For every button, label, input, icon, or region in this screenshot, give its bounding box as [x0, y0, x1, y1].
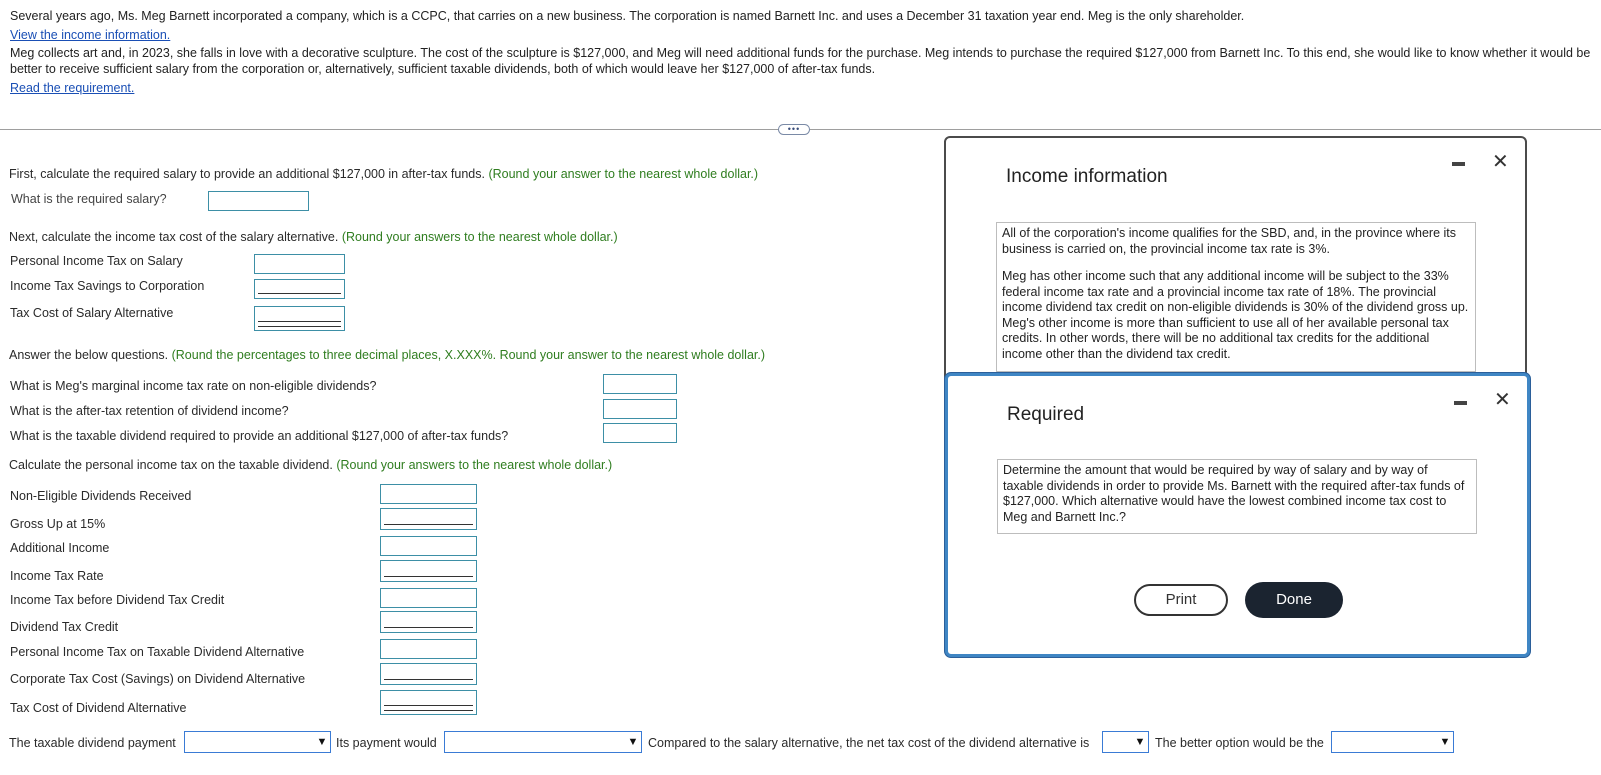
- required-dialog: [945, 373, 1530, 657]
- net-tax-cost-comparison-select[interactable]: [1102, 731, 1149, 753]
- personal-tax-dividend-alt-label: Personal Income Tax on Taxable Dividend Alternative: [10, 645, 305, 659]
- conclusion-text-4: The better option would be the: [1155, 736, 1324, 750]
- income-information-text: [996, 222, 1476, 372]
- tax-cost-salary-alternative-label: Tax Cost of Salary Alternative: [10, 306, 174, 320]
- intro-paragraph-2: Meg collects art and, in 2023, she falls in love with a decorative sculpture. The cost of the sculpture is $127,000, and Meg will need additional funds for the purchase. Meg intends to purchase the required $127,000 from Barnett Inc. To this end, she would like to know whether it would be better to receive sufficient salary from the corporation or, alternatively, sufficient taxable dividends, both of which would leave her $127,000 of after-tax funds.: [10, 46, 1591, 76]
- taxable-dividend-required-input[interactable]: [603, 423, 677, 443]
- income-tax-savings-corporation-input[interactable]: [254, 279, 345, 299]
- dividend-tax-credit-input[interactable]: [380, 611, 477, 633]
- conclusion-text-2: Its payment would: [336, 736, 437, 750]
- dropdown-arrow-icon: ▼: [316, 736, 328, 748]
- income-info-paragraph-1: All of the corporation's income qualifies for the SBD, and, in the province where its business is carried on, the provincial income tax rate is 3%.: [1002, 226, 1457, 256]
- print-button[interactable]: Print: [1134, 584, 1228, 616]
- minimize-icon[interactable]: [1452, 162, 1465, 166]
- intro-paragraph-1: Several years ago, Ms. Meg Barnett incorporated a company, which is a CCPC, that carries on a new business. The corporation is named Barnett Inc. and uses a December 31 taxation year end. Meg is the only shareholder.: [10, 9, 1245, 23]
- additional-income-input[interactable]: [380, 536, 477, 556]
- income-information-title: Income information: [1006, 166, 1168, 187]
- gross-up-label: Gross Up at 15%: [10, 517, 106, 531]
- gross-up-input[interactable]: [380, 508, 477, 530]
- tax-cost-dividend-alt-input[interactable]: [380, 690, 477, 715]
- personal-income-tax-on-salary-label: Personal Income Tax on Salary: [10, 254, 183, 268]
- conclusion-text-1: The taxable dividend payment: [9, 736, 176, 750]
- personal-tax-dividend-alt-input[interactable]: [380, 639, 477, 659]
- dropdown-arrow-icon: ▼: [1134, 736, 1146, 748]
- required-text: Determine the amount that would be required by way of salary and by way of taxable dividends in order to provide Ms. Barnett with the required after-tax funds of $127,000. Which alternative would have the lowest combined income tax cost to Meg and Barnett Inc.?: [997, 459, 1477, 534]
- done-button[interactable]: Done: [1245, 582, 1343, 618]
- required-salary-input[interactable]: [208, 191, 309, 211]
- view-income-information-link[interactable]: View the income information.: [10, 28, 171, 42]
- non-eligible-dividends-label: Non-Eligible Dividends Received: [10, 489, 192, 503]
- income-information-dialog: [944, 136, 1527, 386]
- personal-income-tax-on-salary-input[interactable]: [254, 254, 345, 274]
- required-title: Required: [1007, 404, 1085, 425]
- dividend-payment-select[interactable]: [184, 731, 331, 753]
- income-info-paragraph-2: Meg has other income such that any additional income will be subject to the 33% federal income tax rate and a provincial income tax rate of 18%. The provincial income dividend tax credit on non-eligible dividends is 30% of the dividend gross up. Meg's other income is more than sufficient to use all of her available personal tax credits. In other words, there will be no additional tax credits for the additional income other than the dividend tax credit.: [1002, 269, 1469, 361]
- income-tax-rate-label: Income Tax Rate: [10, 569, 104, 583]
- dropdown-arrow-icon: ▼: [627, 736, 639, 748]
- close-icon[interactable]: ✕: [1494, 389, 1511, 411]
- dividend-instruction: Calculate the personal income tax on the taxable dividend. (Round your answers to the nearest whole dollar.): [9, 458, 613, 472]
- questions-instruction: Answer the below questions. (Round the percentages to three decimal places, X.XXX%. Round your answer to the nearest whole dollar.): [9, 348, 765, 362]
- payment-effect-select[interactable]: [444, 731, 642, 753]
- after-tax-retention-input[interactable]: [603, 399, 677, 419]
- income-tax-savings-corporation-label: Income Tax Savings to Corporation: [10, 279, 205, 293]
- dividend-tax-credit-label: Dividend Tax Credit: [10, 620, 119, 634]
- non-eligible-dividends-input[interactable]: [380, 484, 477, 504]
- marginal-rate-question: What is Meg's marginal income tax rate on non-eligible dividends?: [10, 379, 377, 393]
- marginal-rate-input[interactable]: [603, 374, 677, 394]
- income-tax-rate-input[interactable]: [380, 560, 477, 582]
- tax-before-dtc-label: Income Tax before Dividend Tax Credit: [10, 593, 225, 607]
- better-option-select[interactable]: [1331, 731, 1454, 753]
- salary-instruction: First, calculate the required salary to provide an additional $127,000 in after-tax funds. (Round your answer to the nearest whole dollar.): [9, 167, 759, 181]
- required-salary-question: What is the required salary?: [11, 192, 167, 206]
- read-requirement-link[interactable]: Read the requirement.: [10, 81, 135, 95]
- expand-more-button[interactable]: •••: [778, 124, 810, 135]
- conclusion-text-3: Compared to the salary alternative, the net tax cost of the dividend alternative is: [648, 736, 1090, 750]
- taxable-dividend-required-question: What is the taxable dividend required to provide an additional $127,000 of after-tax funds?: [10, 429, 509, 443]
- after-tax-retention-question: What is the after-tax retention of dividend income?: [10, 404, 289, 418]
- tax-cost-salary-alternative-input[interactable]: [254, 306, 345, 331]
- corporate-tax-dividend-alt-label: Corporate Tax Cost (Savings) on Dividend Alternative: [10, 672, 306, 686]
- problem-intro: [10, 8, 1600, 96]
- tax-cost-instruction: Next, calculate the income tax cost of the salary alternative. (Round your answers to the nearest whole dollar.): [9, 230, 618, 244]
- tax-cost-dividend-alt-label: Tax Cost of Dividend Alternative: [10, 701, 187, 715]
- additional-income-label: Additional Income: [10, 541, 110, 555]
- corporate-tax-dividend-alt-input[interactable]: [380, 663, 477, 685]
- tax-before-dtc-input[interactable]: [380, 588, 477, 608]
- close-icon[interactable]: ✕: [1492, 151, 1509, 173]
- minimize-icon[interactable]: [1454, 401, 1467, 405]
- dropdown-arrow-icon: ▼: [1439, 736, 1451, 748]
